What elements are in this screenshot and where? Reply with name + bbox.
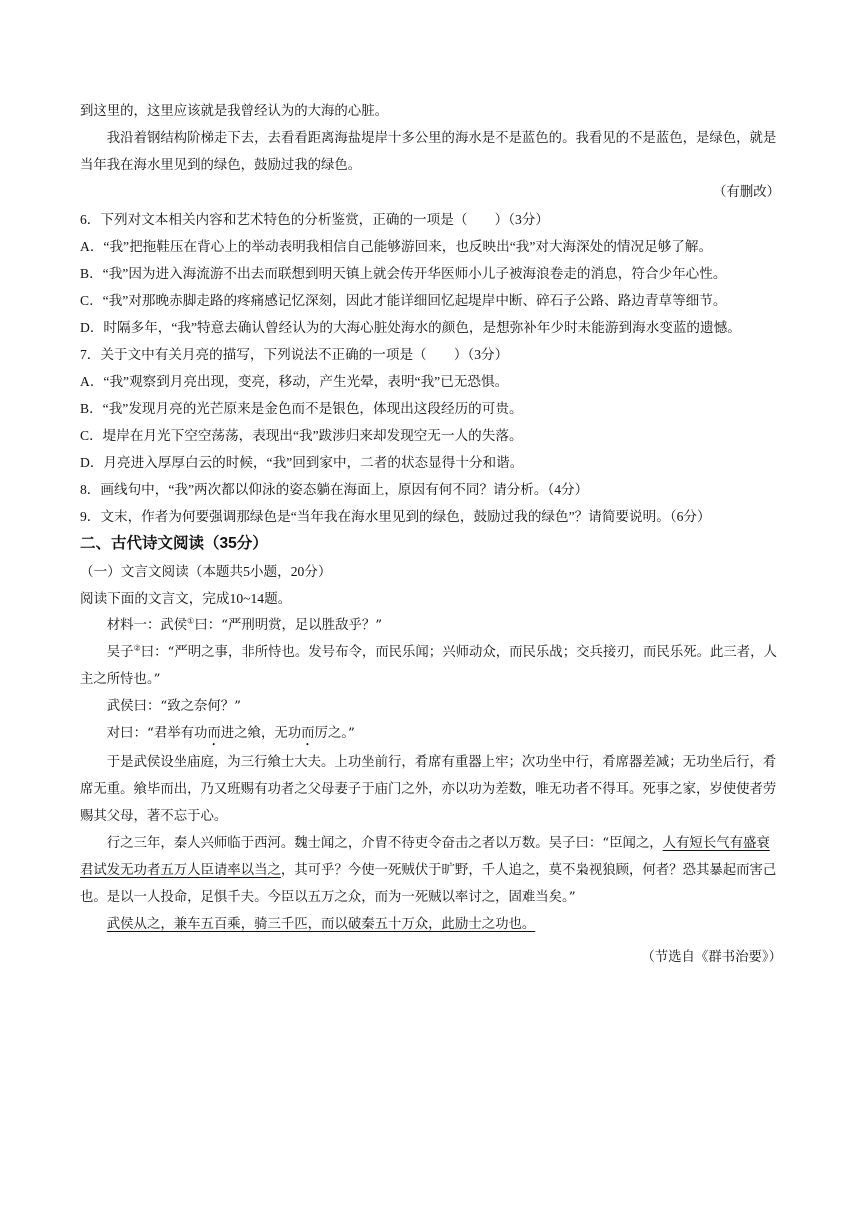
question-7-option-b: B．“我”发现月亮的光芒原来是金色而不是银色，体现出这段经历的可贵。 bbox=[80, 401, 523, 416]
classical-paragraph-1: 材料一：武侯①曰：“严刑明赏，足以胜敌乎？” bbox=[106, 616, 383, 633]
emphasized-char: 而 bbox=[301, 726, 315, 741]
classical-paragraph-5: 于是武侯设坐庙庭，为三行飨士大夫。上功坐前行，肴席有重器上牢；次功坐中行，肴席器差减；无功坐后行，肴席无重。飨毕而出，乃又班赐有功者之父母妻子于庙门之外，亦以功为差数，唯无功者不得耳。死事之家，岁使使者劳赐其父母，著不忘于心。 bbox=[80, 755, 777, 824]
footnote-mark-1: ① bbox=[187, 616, 195, 626]
classical-paragraph-4: 对曰：“君举有功而进之飨，无功而厉之。” bbox=[106, 726, 355, 741]
exam-page bbox=[80, 98, 782, 971]
classical-paragraph-7 bbox=[80, 911, 782, 938]
question-7-stem: 7．关于文中有关月亮的描写，下列说法不正确的一项是（ ）（3分） bbox=[80, 347, 509, 362]
question-6-option-d: D．时隔多年，“我”特意去确认曾经认为的大海心脏处海水的颜色，是想弥补年少时未能游到海水变蓝的遗憾。 bbox=[80, 320, 741, 335]
story-paragraph-end: 到这里的，这里应该就是我曾经认为的大海的心脏。 bbox=[80, 104, 388, 119]
question-8: 8．画线句中，“我”两次都以仰泳的姿态躺在海面上，原因有何不同？请分析。（4分） bbox=[80, 482, 589, 497]
question-7 bbox=[80, 341, 782, 476]
question-9: 9．文末，作者为何要强调那绿色是“当年我在海水里见到的绿色，鼓励过我的绿色”？请简要说明。（6分） bbox=[80, 509, 711, 524]
classical-paragraph-3: 武侯曰：“致之奈何？” bbox=[106, 699, 242, 714]
classical-paragraph-2: 吴子②曰：“严明之事，非所恃也。发号布令，而民乐闻；兴师动众，而民乐战；交兵接刃，而民乐死。此三者，人主之所恃也。” bbox=[80, 643, 777, 687]
question-6 bbox=[80, 206, 782, 341]
question-6-option-a: A．“我”把拖鞋压在背心上的举动表明我相信自己能够游回来，也反映出“我”对大海深处的情况足够了解。 bbox=[80, 239, 713, 254]
subsection-heading: （一）文言文阅读（本题共5小题，20分） bbox=[80, 564, 332, 579]
footnote-mark-2: ② bbox=[133, 643, 141, 653]
question-6-option-c: C．“我”对那晚赤脚走路的疼痛感记忆深刻，因此才能详细回忆起堤岸中断、碎石子公路、路边青草等细节。 bbox=[80, 293, 727, 308]
question-6-stem: 6．下列对文本相关内容和艺术特色的分析鉴赏，正确的一项是（ ）（3分） bbox=[80, 212, 549, 227]
question-7-option-a: A．“我”观察到月亮出现，变亮，移动，产生光晕，表明“我”已无恐惧。 bbox=[80, 374, 509, 389]
reading-instruction: 阅读下面的文言文，完成10~14题。 bbox=[80, 591, 292, 606]
section-heading: 二、古代诗文阅读（35分） bbox=[80, 535, 268, 552]
story-paragraph-last: 我沿着钢结构阶梯走下去，去看看距离海盐堤岸十多公里的海水是不是蓝色的。我看见的不是蓝色，是绿色，就是当年我在海水里见到的绿色，鼓励过我的绿色。 bbox=[80, 131, 777, 173]
classical-paragraph-6: 行之三年，秦人兴师临于西河。魏士闻之，介胄不待吏令奋击之者以万数。吴子曰：“臣闻之，人有短长气有盛衰君试发无功者五万人臣请率以当之，其可乎？今使一死贼伏于旷野，千人追之，莫不枭视狼顾，何者？恐其暴起而害己也。是以一人投命，足惧千夫。今臣以五万之众，而为一死贼以率讨之，固难当矣。” bbox=[80, 836, 777, 905]
underlined-sentence: 武侯从之，兼车五百乘，骑三千匹，而以破秦五十万众，此励士之功也。 bbox=[106, 917, 536, 932]
question-7-option-c: C．堤岸在月光下空空荡荡，表现出“我”跋涉归来却发现空无一人的失落。 bbox=[80, 428, 523, 443]
question-7-option-d: D．月亮进入厚厚白云的时候，“我”回到家中，二者的状态显得十分和谐。 bbox=[80, 455, 524, 470]
classical-text bbox=[80, 612, 782, 971]
story-source: （有删改） bbox=[713, 185, 780, 200]
emphasized-char: 而 bbox=[207, 726, 221, 741]
underlined-sentence: 人有短长气有盛衰君试发无功者五万人臣请率以当之 bbox=[80, 836, 770, 878]
classical-source: （节选自《群书治要》） bbox=[641, 950, 782, 965]
question-6-option-b: B．“我”因为进入海流游不出去而联想到明天镇上就会传开华医师小儿子被海浪卷走的消息，符合少年心性。 bbox=[80, 266, 727, 281]
